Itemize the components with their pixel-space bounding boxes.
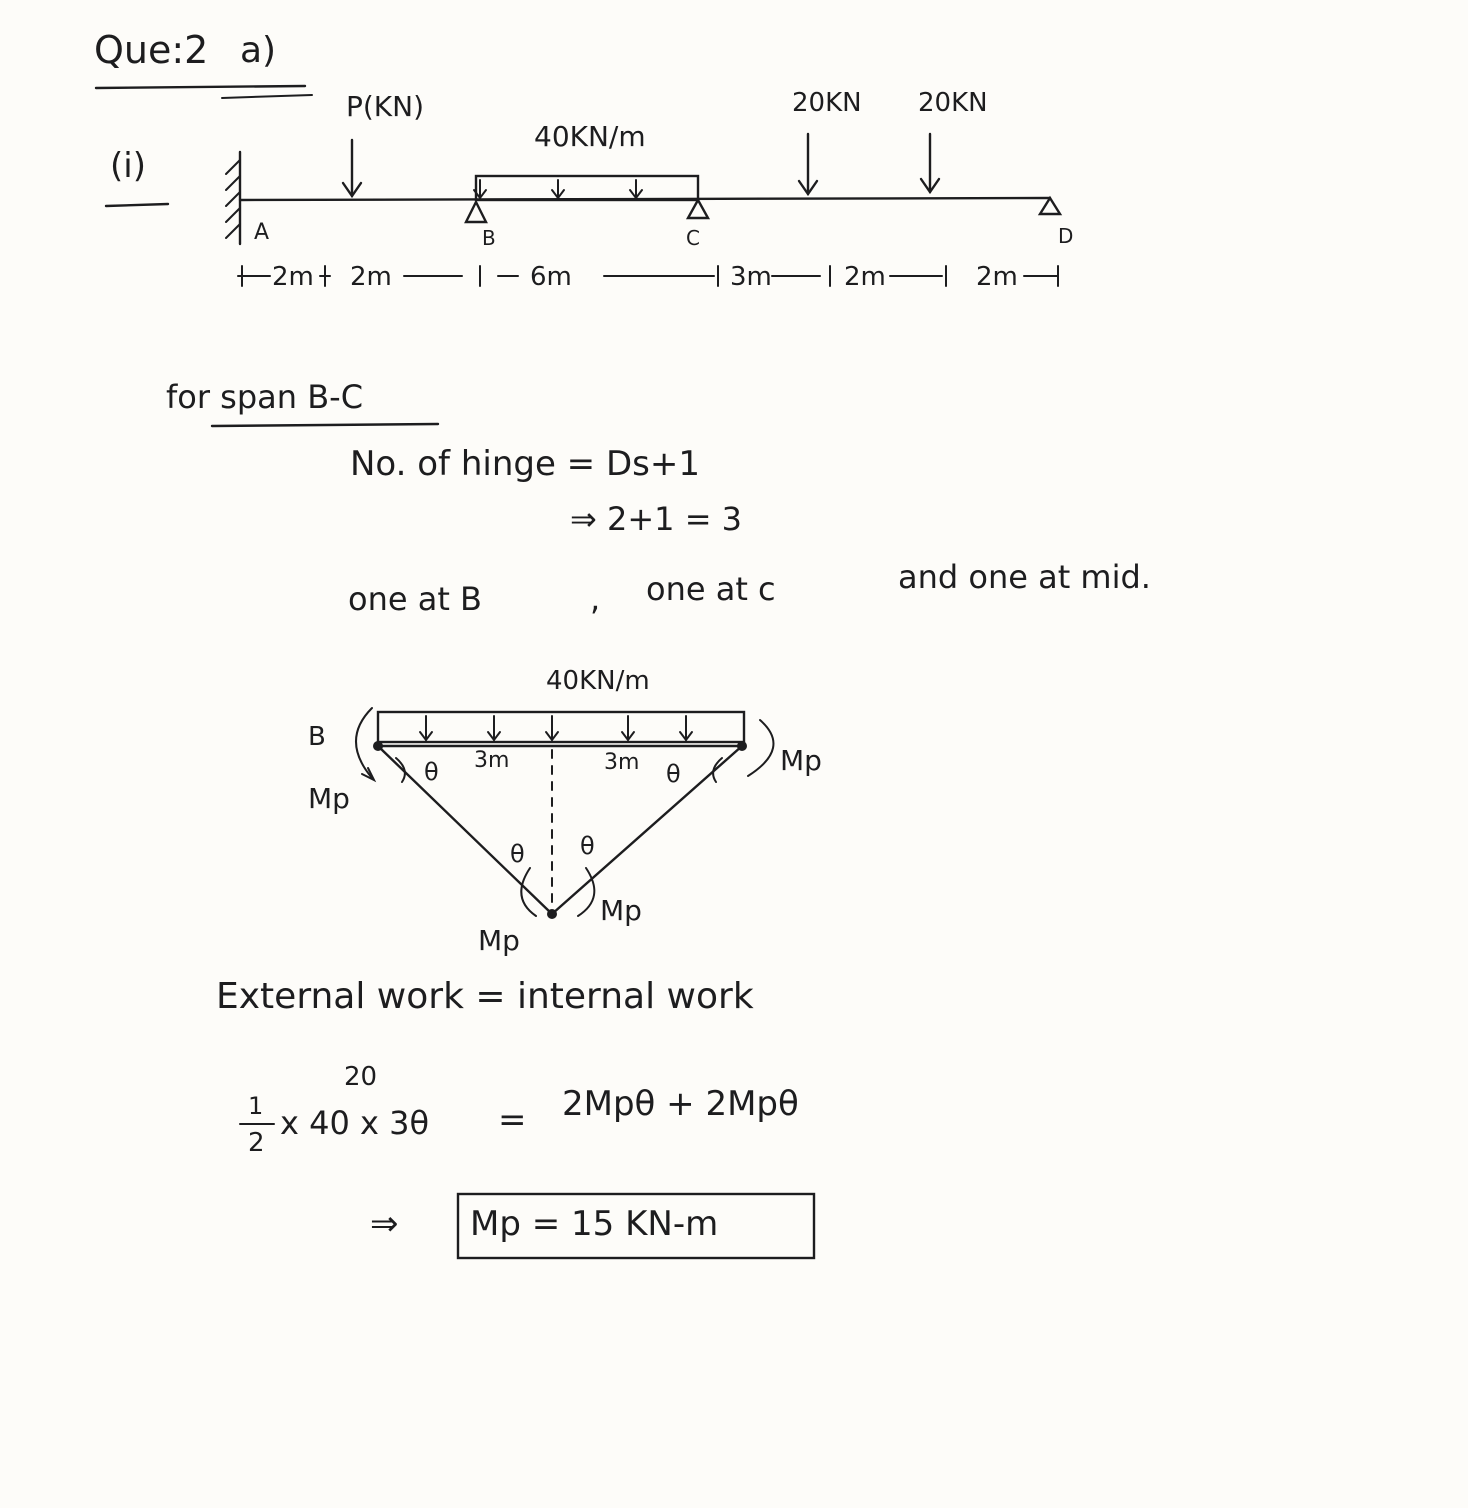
subpart-label: (i) (110, 146, 146, 186)
hinge-location-separator: , (590, 580, 601, 618)
support-b-label: B (482, 226, 496, 250)
fraction-numerator: 1 (248, 1092, 264, 1120)
mp-right-label: Mp (780, 744, 822, 777)
moment-arc-c (748, 720, 773, 776)
theta-mid-left-label: θ (510, 840, 525, 868)
point-load-p-arrow (343, 140, 361, 196)
moment-arc-mid-right (578, 868, 594, 916)
header-underline (96, 86, 305, 88)
span-length-3: 6m (530, 262, 572, 292)
load-p-label: P(KN) (346, 90, 425, 123)
moment-arc-b (356, 708, 372, 778)
external-work-expression: x 40 x 3θ (280, 1104, 430, 1142)
half-span-left: 3m (474, 748, 510, 773)
fraction-denominator: 2 (248, 1128, 265, 1158)
mp-mid-right-label: Mp (600, 894, 642, 927)
udl-label: 40KN/m (534, 120, 646, 153)
support-c-triangle (688, 200, 708, 218)
theta-right-label: θ (666, 760, 681, 788)
support-d-triangle (1040, 198, 1060, 214)
mechanism-udl-label: 40KN/m (546, 666, 650, 696)
plastic-moment-result: Mp = 15 KN-m (470, 1204, 719, 1244)
span-length-1: 2m (272, 262, 314, 292)
theta-mid-right-label: θ (580, 832, 595, 860)
point-load-20kn-2-arrow (921, 134, 939, 192)
load-20kn-2-label: 20KN (918, 88, 988, 118)
mechanism-b-label: B (308, 722, 326, 752)
implies-arrow: ⇒ (370, 1204, 399, 1244)
span-bc-heading: for span B-C (166, 378, 364, 416)
support-a-label: A (254, 220, 270, 245)
theta-arc-left (396, 758, 405, 782)
subpart-underline (106, 204, 168, 206)
mp-left-label: Mp (308, 782, 350, 815)
lhs-note-20: 20 (344, 1062, 378, 1092)
span-length-4: 3m (730, 262, 772, 292)
heading-underline (212, 424, 438, 426)
question-part: a) (240, 30, 277, 71)
internal-work-expression: 2Mpθ + 2Mpθ (562, 1084, 799, 1124)
mp-mid-left-label: Mp (478, 924, 520, 957)
hinge-location-mid: and one at mid. (898, 558, 1151, 596)
theta-arc-right (713, 758, 722, 782)
hinge-location-c: one at c (646, 570, 776, 608)
work-equation: External work = internal work (216, 976, 754, 1017)
udl-arrows (474, 176, 698, 200)
support-c-label: C (686, 226, 700, 250)
question-number: Que:2 (94, 28, 209, 72)
span-length-6: 2m (976, 262, 1018, 292)
half-span-right: 3m (604, 750, 640, 775)
mechanism-udl (378, 712, 744, 742)
header-underline-2 (222, 95, 312, 98)
support-b-triangle (466, 202, 486, 222)
point-load-20kn-1-arrow (799, 134, 817, 194)
span-length-2: 2m (350, 262, 392, 292)
support-d-label: D (1058, 224, 1074, 248)
hinge-location-b: one at B (348, 580, 482, 618)
fixed-support-hatch (226, 160, 240, 238)
theta-left-label: θ (424, 758, 439, 786)
span-length-5: 2m (844, 262, 886, 292)
hinge-count-result: ⇒ 2+1 = 3 (570, 500, 743, 538)
load-20kn-1-label: 20KN (792, 88, 862, 118)
equation-equals: = (498, 1100, 527, 1140)
hinge-count-formula: No. of hinge = Ds+1 (350, 444, 700, 484)
